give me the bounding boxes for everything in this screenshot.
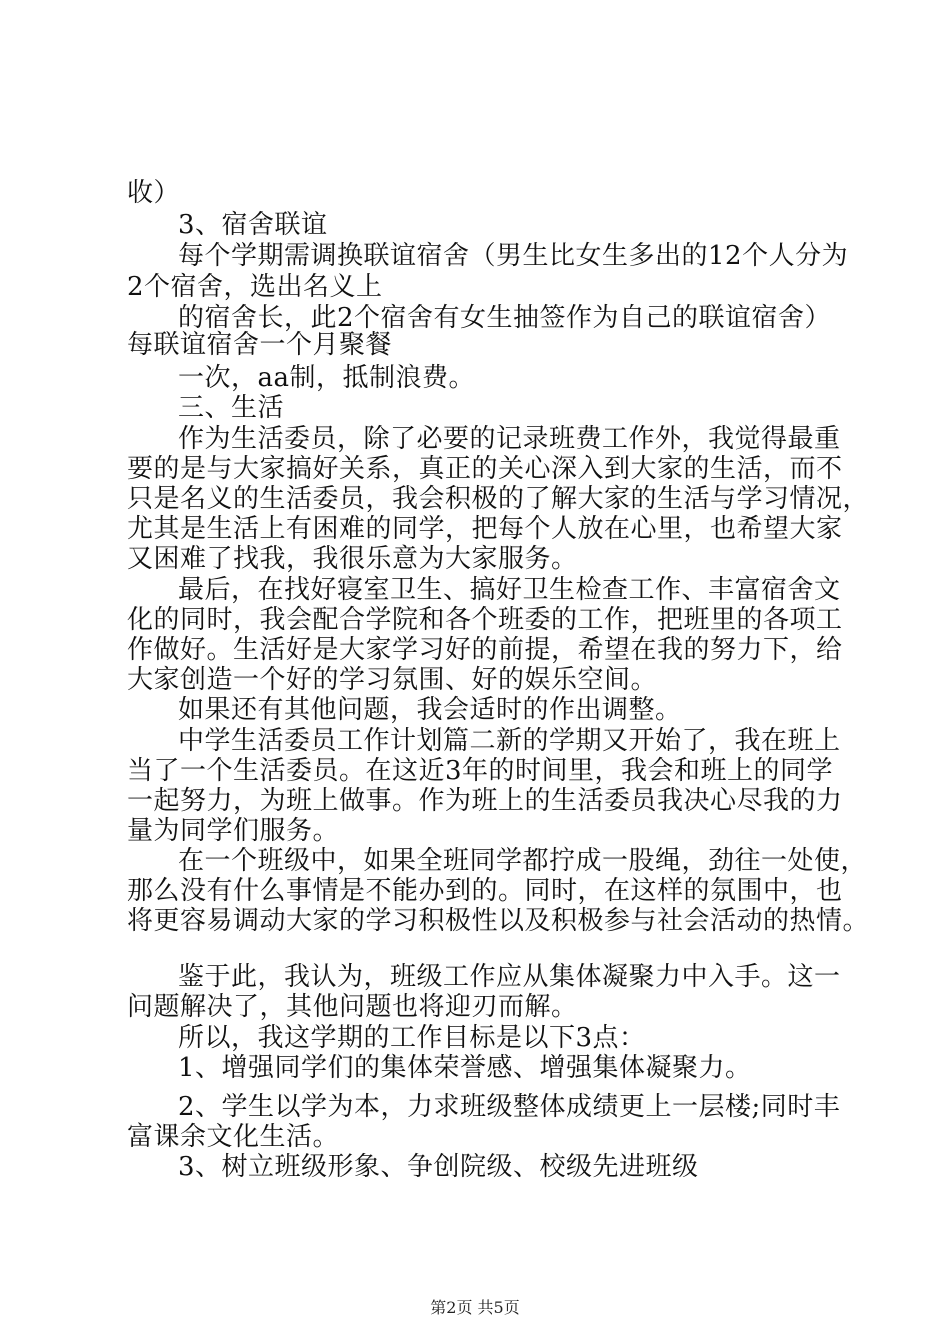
text-line: 又困难了找我，我很乐意为大家服务。 — [127, 544, 578, 574]
text-line: 当了一个生活委员。在这近3年的时间里，我会和班上的同学 — [127, 756, 834, 786]
text-line: 大家创造一个好的学习氛围、好的娱乐空间。 — [127, 665, 658, 695]
text-line: 问题解决了，其他问题也将迎刃而解。 — [127, 992, 578, 1022]
text-line: 那么没有什么事情是不能办到的。同时，在这样的氛围中，也 — [127, 876, 843, 906]
text-line: 一起努力，为班上做事。作为班上的生活委员我决心尽我的力 — [127, 786, 843, 816]
text-line: 所以，我这学期的工作目标是以下3点： — [178, 1023, 646, 1053]
page-number-footer: 第2页 共5页 — [430, 1298, 520, 1317]
text-line: 尤其是生活上有困难的同学，把每个人放在心里，也希望大家 — [127, 514, 843, 544]
text-line: 将更容易调动大家的学习积极性以及积极参与社会活动的热情。 — [127, 906, 870, 936]
text-line: 只是名义的生活委员，我会积极的了解大家的生活与学习情况， — [127, 484, 870, 514]
text-line: 化的同时，我会配合学院和各个班委的工作，把班里的各项工 — [127, 605, 843, 635]
text-line: 一次，aa制，抵制浪费。 — [178, 363, 476, 393]
list-item: 3、树立班级形象、争创院级、校级先进班级 — [178, 1152, 699, 1182]
section-heading: 三、生活 — [178, 393, 285, 423]
text-line: 如果还有其他问题，我会适时的作出调整。 — [178, 695, 682, 725]
text-line: 每个学期需调换联谊宿舍（男生比女生多出的12个人分为 — [178, 241, 849, 271]
text-line: 2个宿舍，选出名义上 — [127, 272, 383, 302]
text-line: 中学生活委员工作计划篇二新的学期又开始了，我在班上 — [178, 726, 841, 756]
text-line: 量为同学们服务。 — [127, 816, 340, 846]
section-heading: 3、宿舍联谊 — [178, 210, 328, 240]
text-line: 在一个班级中，如果全班同学都拧成一股绳，劲往一处使， — [178, 846, 868, 876]
text-line: 鉴于此，我认为，班级工作应从集体凝聚力中入手。这一 — [178, 962, 841, 992]
text-line: 作做好。生活好是大家学习好的前提，希望在我的努力下，给 — [127, 635, 843, 665]
text-line: 要的是与大家搞好关系，真正的关心深入到大家的生活，而不 — [127, 454, 843, 484]
list-item: 1、增强同学们的集体荣誉感、增强集体凝聚力。 — [178, 1053, 752, 1083]
text-line: 富课余文化生活。 — [127, 1122, 340, 1152]
text-line: 每联谊宿舍一个月聚餐 — [127, 330, 393, 360]
list-item: 2、学生以学为本，力求班级整体成绩更上一层楼;同时丰 — [178, 1092, 841, 1122]
text-line: 收） — [127, 178, 181, 208]
text-line: 作为生活委员，除了必要的记录班费工作外，我觉得最重 — [178, 424, 841, 454]
text-line: 最后，在找好寝室卫生、搞好卫生检查工作、丰富宿舍文 — [178, 575, 841, 605]
text-line: 的宿舍长，此2个宿舍有女生抽签作为自己的联谊宿舍） — [178, 303, 832, 333]
